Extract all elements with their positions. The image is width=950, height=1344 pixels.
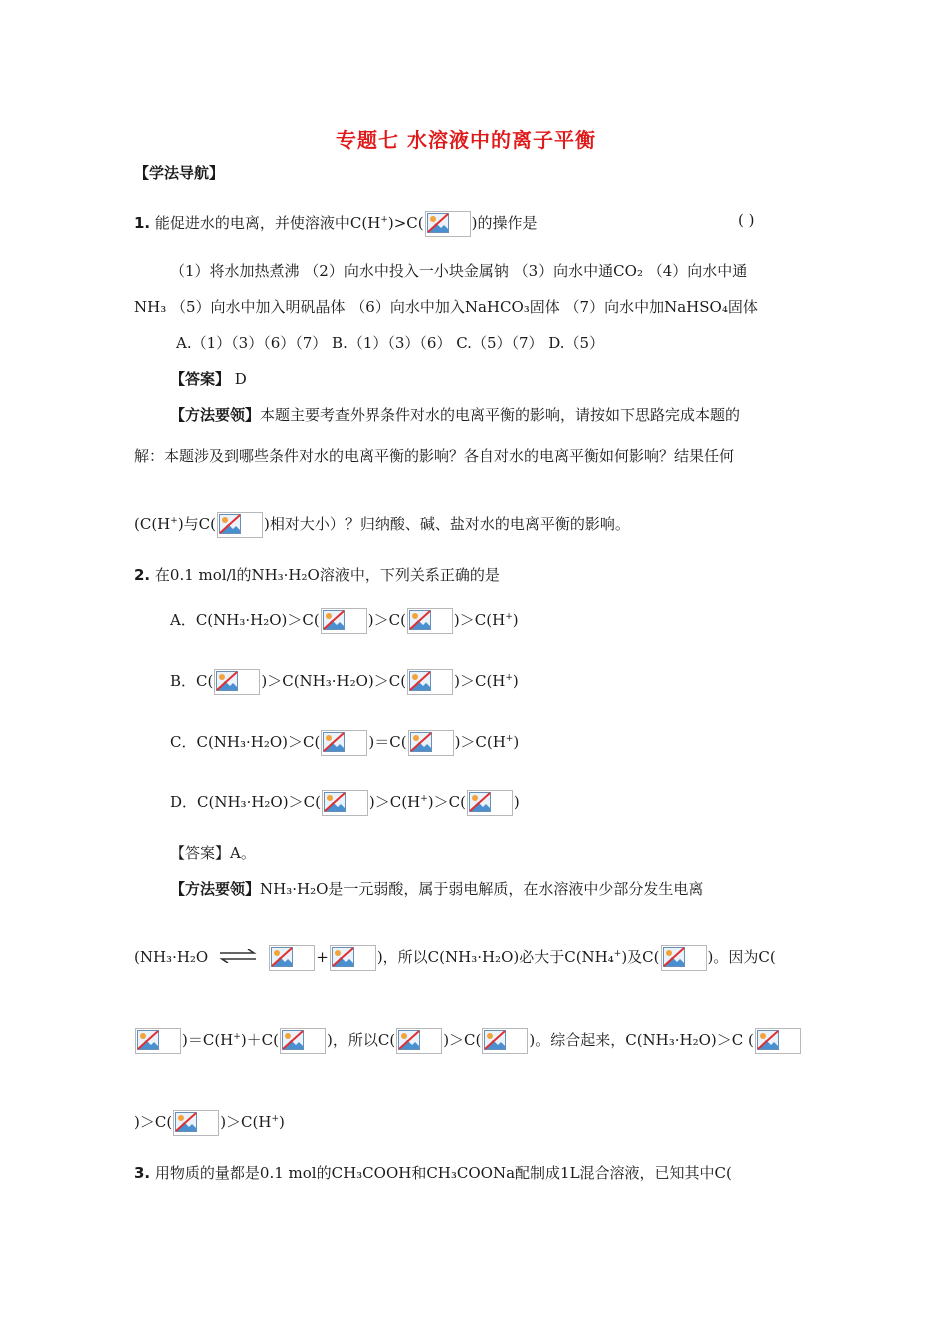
question-1-choices-line1: （1）将水加热煮沸 （2）向水中投入一小块金属钠 （3）向水中通CO₂ （4）向水中通 xyxy=(170,262,748,280)
question-number: 2. xyxy=(134,566,151,584)
question-2-option-b: B．C( )＞C(NH₃·H₂O)＞C( )＞C(H+) xyxy=(170,669,519,695)
text: )＞C(H xyxy=(220,1113,272,1131)
text: )。因为C( xyxy=(707,948,776,966)
text: + xyxy=(316,948,329,966)
question-1-method-line3 xyxy=(134,512,630,538)
text: 能促进水的电离，并使溶液中C(H xyxy=(154,214,381,232)
broken-image-icon xyxy=(407,669,453,695)
superscript: + xyxy=(170,516,178,526)
question-1-method-line2: 解：本题涉及到哪些条件对水的电离平衡的影响？各自对水的电离平衡如何影响？结果任何 xyxy=(134,447,735,465)
method-label: 【方法要领】 xyxy=(170,880,261,898)
question-2-answer: 【答案】A。 xyxy=(170,844,256,862)
superscript: + xyxy=(505,673,513,683)
text: )＞C( xyxy=(443,1031,482,1049)
text: )＝C( xyxy=(368,733,407,751)
broken-image-icon xyxy=(396,1028,442,1054)
text: NH₃·H₂O是一元弱酸，属于弱电解质，在水溶液中少部分发生电离 xyxy=(260,880,704,898)
broken-image-icon xyxy=(321,730,367,756)
text: )＞C( xyxy=(427,793,466,811)
broken-image-icon xyxy=(425,211,471,237)
question-2-option-c: C．C(NH₃·H₂O)＞C( )＝C( )＞C(H+) xyxy=(170,730,519,756)
text: 用物质的量都是0.1 mol的CH₃COOH和CH₃COONa配制成1L混合溶液，已知其中C( xyxy=(154,1164,732,1182)
text: )与C( xyxy=(177,515,216,533)
text: D．C(NH₃·H₂O)＞C( xyxy=(170,793,321,811)
question-number: 3. xyxy=(134,1164,151,1182)
broken-image-icon xyxy=(407,608,453,634)
superscript: + xyxy=(505,734,514,744)
broken-image-icon xyxy=(408,730,454,756)
question-2-option-d xyxy=(170,790,520,816)
broken-image-icon xyxy=(135,1028,181,1054)
superscript: + xyxy=(271,1114,279,1124)
section-heading: 【学法导航】 xyxy=(134,164,225,182)
answer-value: D xyxy=(230,370,247,388)
text: A．C(NH₃·H₂O)＞C( xyxy=(170,611,320,629)
broken-image-icon xyxy=(321,608,367,634)
broken-image-icon xyxy=(661,945,707,971)
broken-image-icon xyxy=(269,945,315,971)
superscript: + xyxy=(233,1032,241,1042)
question-2-stem xyxy=(134,564,500,585)
text: )＞C(H xyxy=(453,611,506,629)
broken-image-icon xyxy=(330,945,376,971)
question-2-method-line1 xyxy=(170,878,703,899)
broken-image-icon xyxy=(467,790,513,816)
text: )＞C( xyxy=(134,1113,173,1131)
question-1-method-line1 xyxy=(170,404,740,425)
superscript: + xyxy=(420,794,428,804)
text: 在0.1 mol/l的NH₃·H₂O溶液中，下列关系正确的是 xyxy=(154,566,500,584)
text: )，所以C(NH₃·H₂O)必大于C(NH₄ xyxy=(376,948,614,966)
text: 本题主要考查外界条件对水的电离平衡的影响，请按如下思路完成本题的 xyxy=(260,406,741,424)
text: )＝C(H xyxy=(182,1031,234,1049)
answer-paren: ( ) xyxy=(738,211,755,229)
question-1-answer xyxy=(170,368,247,389)
text: )＞C(H xyxy=(368,793,421,811)
text: )＋C( xyxy=(240,1031,279,1049)
superscript: + xyxy=(505,612,513,622)
text: )相对大小）？归纳酸、碱、盐对水的电离平衡的影响。 xyxy=(264,515,630,533)
question-2-method-line4: )＞C( )＞C(H+) xyxy=(134,1110,285,1136)
broken-image-icon xyxy=(755,1028,801,1054)
text: ) xyxy=(513,793,520,811)
broken-image-icon xyxy=(280,1028,326,1054)
broken-image-icon xyxy=(173,1110,219,1136)
broken-image-icon xyxy=(214,669,260,695)
text: )，所以C( xyxy=(327,1031,396,1049)
text: )＞C(NH₃·H₂O)＞C( xyxy=(261,672,407,690)
question-2-method-line3 xyxy=(134,1028,802,1054)
method-label: 【方法要领】 xyxy=(170,406,261,424)
broken-image-icon xyxy=(482,1028,528,1054)
text: (NH₃·H₂O xyxy=(134,948,209,966)
text: )的操作是 xyxy=(471,214,538,232)
text: C．C(NH₃·H₂O)＞C( xyxy=(170,733,321,751)
broken-image-icon xyxy=(217,512,263,538)
answer-label: 【答案】 xyxy=(170,370,231,388)
question-2-option-a: A．C(NH₃·H₂O)＞C( )＞C( )＞C(H+) xyxy=(170,608,519,634)
text: )。综合起来，C(NH₃·H₂O)＞C ( xyxy=(529,1031,754,1049)
question-1-choices-line2: NH₃ （5）向水中加入明矾晶体 （6）向水中加入NaHCO₃固体 （7）向水中加NaHSO₄固体 xyxy=(134,298,758,316)
text: )>C( xyxy=(387,214,424,232)
text: )＞C(H xyxy=(454,733,506,751)
question-3-stem xyxy=(134,1162,732,1183)
text: )及C( xyxy=(621,948,660,966)
broken-image-icon xyxy=(322,790,368,816)
page-title: 专题七 水溶液中的离子平衡 xyxy=(336,128,596,152)
text: (C(H xyxy=(134,515,171,533)
question-number: 1. xyxy=(134,214,151,232)
question-2-method-line2 xyxy=(134,945,776,971)
superscript: + xyxy=(613,949,622,959)
text: B．C( xyxy=(170,672,214,690)
superscript: + xyxy=(380,215,388,225)
equilibrium-arrow-icon xyxy=(218,949,258,967)
question-1-options: A.（1）（3）（6）（7） B.（1）（3）（6） C.（5）（7） D.（5） xyxy=(176,334,605,352)
text: )＞C(H xyxy=(454,672,506,690)
text: )＞C( xyxy=(367,611,406,629)
question-1-stem xyxy=(134,211,538,237)
